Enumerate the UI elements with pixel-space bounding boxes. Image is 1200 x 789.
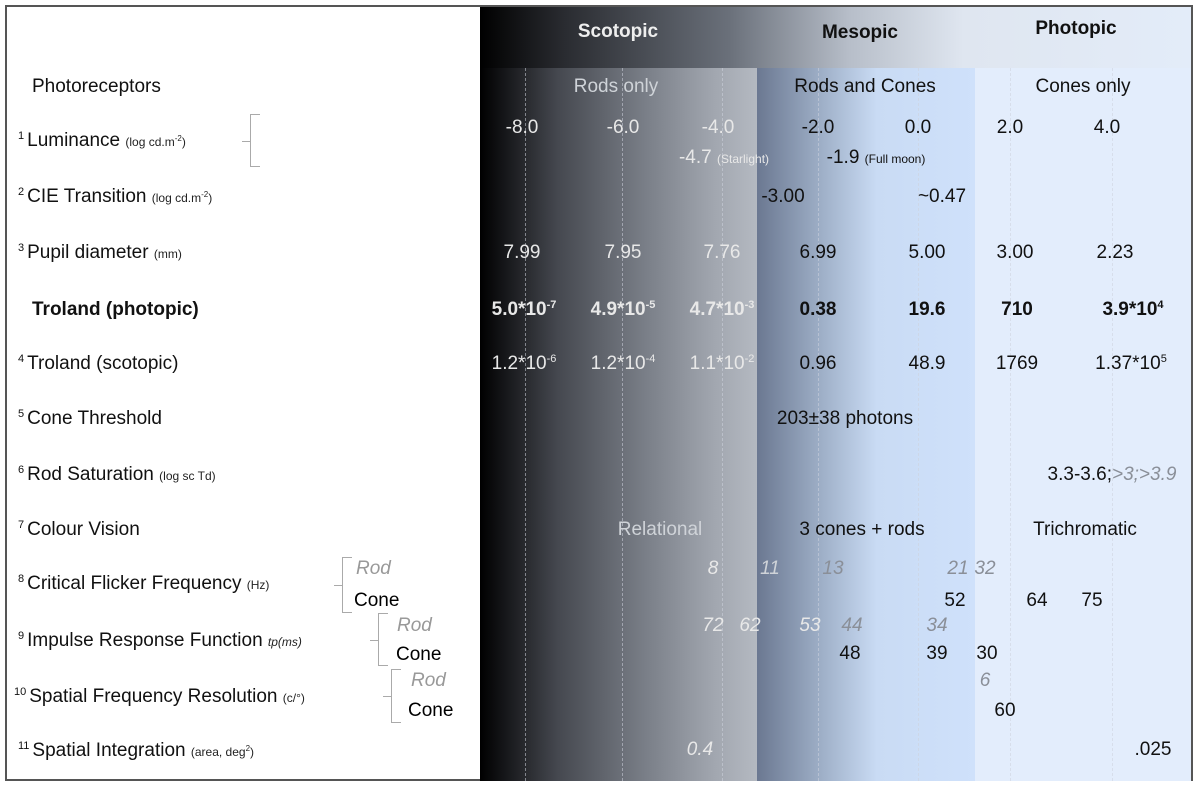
colour-vision-value: Trichromatic <box>1033 519 1137 540</box>
irf-cone-value: 30 <box>976 643 998 664</box>
scotopic-region <box>480 68 757 781</box>
cff-cone-value: 75 <box>1081 590 1103 611</box>
troland-photopic-value: $3.9*10^4$ <box>1102 299 1164 320</box>
luminance-reference: -1.9 (Full moon) <box>826 147 926 168</box>
rod-saturation-value: 3.3-3.6;>3;>3.9 <box>1047 464 1177 485</box>
cone-threshold-value: 203±38 photons <box>776 408 914 429</box>
troland-photopic-value: $4.9*10^{-5}$ <box>590 299 656 320</box>
label-pupil-diameter: $^3$ Pupil diameter (mm) <box>18 242 182 263</box>
luminance-value: 2.0 <box>996 117 1024 138</box>
irf-rod-value: 34 <box>926 615 948 636</box>
photopic-region <box>975 68 1191 781</box>
luminance-reference: -4.7 (Starlight) <box>678 147 770 168</box>
troland-photopic-value: $4.7*10^{-3}$ <box>689 299 755 320</box>
irf-rod-value: 62 <box>739 615 761 636</box>
irf-rod-value: 44 <box>841 615 863 636</box>
label-cff-rod: Rod <box>356 558 391 579</box>
header-photopic: Photopic <box>1035 18 1117 39</box>
luminance-value: -2.0 <box>801 117 835 138</box>
troland-photopic-value: 710 <box>1001 299 1033 320</box>
photoreceptor-type: Cones only <box>1035 76 1131 97</box>
luminance-value: -8.0 <box>505 117 539 138</box>
troland-scotopic-value: $1.2*10^{-4}$ <box>590 353 656 374</box>
troland-scotopic-value: $1.37*10^5$ <box>1095 353 1167 374</box>
pupil-value: 7.95 <box>604 242 642 263</box>
label-critical-flicker-frequency: $^8$ Critical Flicker Frequency (Hz) <box>18 573 270 594</box>
cff-rod-value: 8 <box>707 558 719 579</box>
cff-rod-value: 13 <box>822 558 844 579</box>
bracket-irf <box>378 613 388 666</box>
label-troland-scotopic: $^4$ Troland (scotopic) <box>18 353 179 374</box>
sfr-cone-value: 60 <box>994 700 1016 721</box>
header-mesopic: Mesopic <box>821 22 899 43</box>
cie-value: -3.00 <box>761 186 805 207</box>
spatial-integration-value: .025 <box>1134 739 1172 760</box>
cff-rod-value: 21 <box>947 558 969 579</box>
label-cone-threshold: $^5$ Cone Threshold <box>18 408 162 429</box>
bracket-connector <box>370 640 378 641</box>
irf-rod-value: 72 <box>702 615 724 636</box>
irf-cone-value: 39 <box>926 643 948 664</box>
pupil-value: 3.00 <box>996 242 1034 263</box>
header-scotopic: Scotopic <box>577 21 659 42</box>
troland-photopic-value: 19.6 <box>908 299 946 320</box>
label-luminance: $^1$ Luminance (log $cd.m^{-2}$) <box>18 130 186 151</box>
label-cff-cone: Cone <box>354 590 400 611</box>
label-sfr-cone: Cone <box>408 700 454 721</box>
troland-scotopic-value: 1769 <box>995 353 1039 374</box>
luminance-value: 0.0 <box>904 117 932 138</box>
cie-value: ~0.47 <box>917 186 967 207</box>
pupil-value: 7.99 <box>503 242 541 263</box>
gridline <box>1112 68 1113 781</box>
label-colour-vision: $^7$ Colour Vision <box>18 519 140 540</box>
bracket-sfr <box>391 669 401 723</box>
photoreceptor-type: Rods only <box>573 76 659 97</box>
pupil-value: 2.23 <box>1096 242 1134 263</box>
bracket-luminance <box>250 114 260 167</box>
colour-vision-value: 3 cones + rods <box>799 519 925 540</box>
cff-cone-value: 64 <box>1026 590 1048 611</box>
luminance-value: -6.0 <box>606 117 640 138</box>
spatial-integration-value: 0.4 <box>686 739 714 760</box>
cff-rod-value: 32 <box>974 558 996 579</box>
bracket-connector <box>334 585 342 586</box>
troland-scotopic-value: 0.96 <box>799 353 837 374</box>
label-spatial-frequency-resolution: $^{10}$ Spatial Frequency Resolution (c/°) <box>14 686 305 707</box>
troland-photopic-value: $5.0*10^{-7}$ <box>491 299 557 320</box>
bracket-connector <box>242 141 250 142</box>
troland-scotopic-value: $1.2*10^{-6}$ <box>491 353 557 374</box>
label-irf-rod: Rod <box>397 615 432 636</box>
photoreceptor-type: Rods and Cones <box>794 76 936 97</box>
label-troland-photopic: Troland (photopic) <box>32 299 199 320</box>
gridline <box>918 68 919 781</box>
troland-scotopic-value: $1.1*10^{-2}$ <box>689 353 755 374</box>
colour-vision-value: Relational <box>617 519 703 540</box>
pupil-value: 7.76 <box>703 242 741 263</box>
gridline <box>1010 68 1011 781</box>
pupil-value: 6.99 <box>799 242 837 263</box>
gridline <box>525 68 526 781</box>
troland-scotopic-value: 48.9 <box>908 353 946 374</box>
gridline <box>722 68 723 781</box>
luminance-value: -4.0 <box>701 117 735 138</box>
label-sfr-rod: Rod <box>411 670 446 691</box>
gridline <box>622 68 623 781</box>
label-spatial-integration: $^{11}$ Spatial Integration (area, deg$^2$) <box>18 740 255 761</box>
label-cie-transition: $^2$ CIE Transition (log $cd.m^{-2}$) <box>18 186 213 207</box>
sfr-rod-value: 6 <box>979 670 991 691</box>
cff-rod-value: 11 <box>760 558 780 579</box>
bracket-connector <box>383 696 391 697</box>
label-rod-saturation: $^6$ Rod Saturation (log sc Td) <box>18 464 216 485</box>
luminance-value: 4.0 <box>1093 117 1121 138</box>
irf-rod-value: 53 <box>799 615 821 636</box>
label-impulse-response-function: $^9$ Impulse Response Function tp(ms) <box>18 630 302 651</box>
pupil-value: 5.00 <box>908 242 946 263</box>
label-irf-cone: Cone <box>396 644 442 665</box>
bracket-cff <box>342 557 352 613</box>
label-photoreceptors: Photoreceptors <box>32 76 161 97</box>
troland-photopic-value: 0.38 <box>799 299 837 320</box>
irf-cone-value: 48 <box>839 643 861 664</box>
cff-cone-value: 52 <box>944 590 966 611</box>
